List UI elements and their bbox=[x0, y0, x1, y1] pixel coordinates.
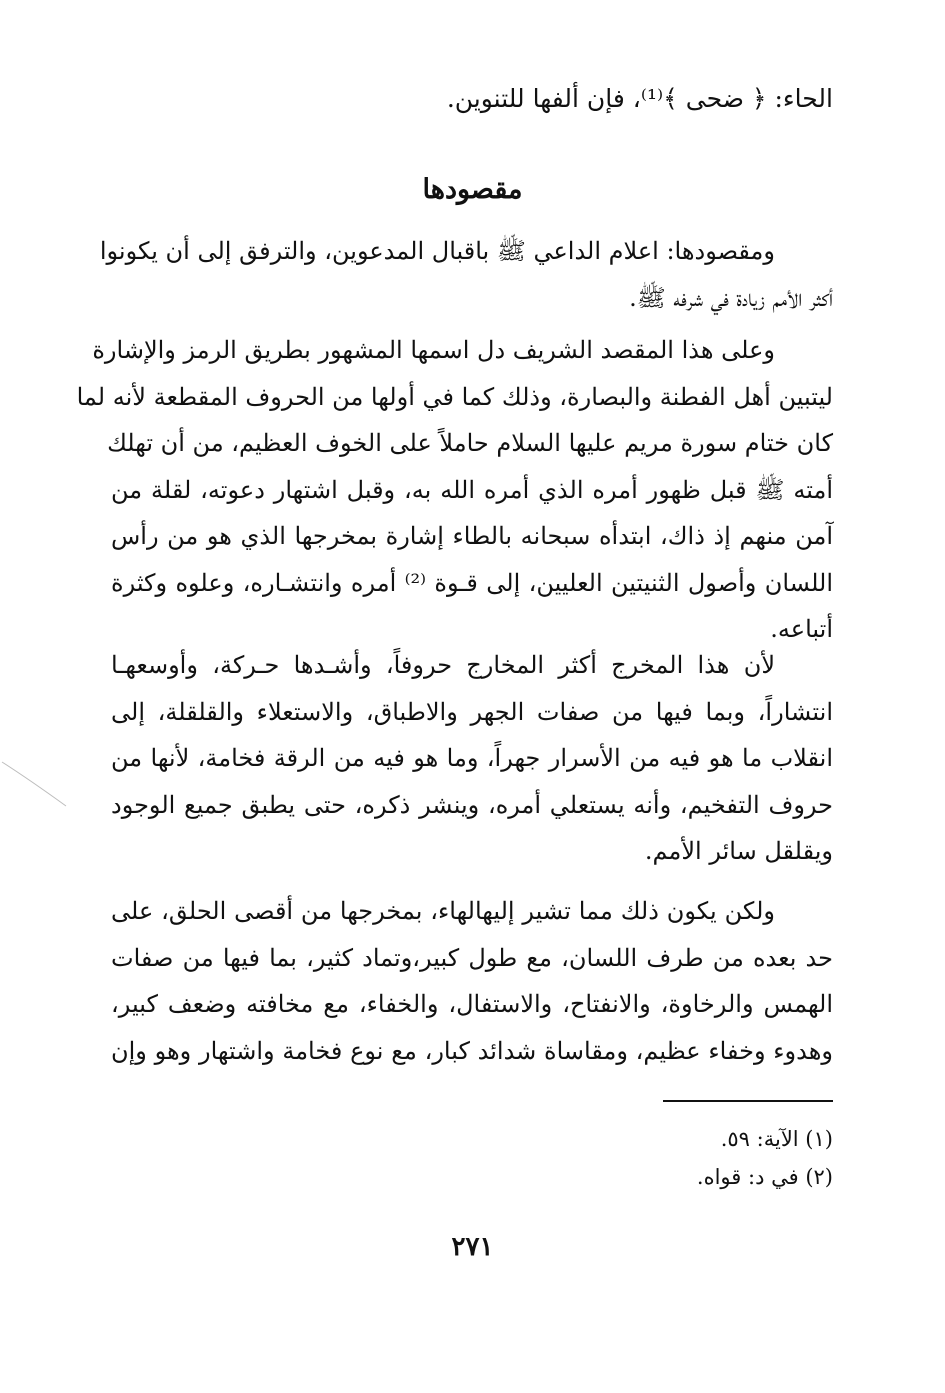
paragraph-2 bbox=[76, 327, 833, 653]
paragraph-line: وهدوء وخفاء عظيم، ومقاساة شدائد كبار، مع نوع فخامة واشتهار وهو وإن bbox=[111, 1036, 833, 1065]
page-number: ٢٧١ bbox=[451, 1232, 494, 1262]
paragraph-line: حروف التفخيم، وأنه يستعلي أمره، وينشر ذكره، حتى يطبق جميع الوجود bbox=[111, 790, 833, 819]
paragraph-line: ويقلقل سائر الأمم. bbox=[644, 837, 833, 865]
paragraph-line: أكثر الأمم زيادة في شرفه ﷺ. bbox=[629, 283, 833, 312]
paragraph-line: اللسان وأصول الثنيتين العليين، إلى قـوة ⁽²⁾ أمره وانتشـاره، وعلوه وكثرة bbox=[111, 568, 833, 597]
section-heading: مقصودها bbox=[422, 174, 523, 205]
paragraph-line: أتباعه. bbox=[770, 615, 833, 643]
paragraph-line: حد بعده من طرف اللسان، مع طول كبير،وتماد كثير، بما فيها من صفات bbox=[111, 943, 833, 972]
paragraph-line: انتشاراً، وبما فيها من صفات الجهر والاطباق، والاستعلاء والقلقلة، إلى bbox=[111, 697, 833, 726]
footnote-divider bbox=[663, 1100, 833, 1102]
paragraph-line: وعلى هذا المقصد الشريف دل اسمها المشهور بطريق الرمز والإشارة bbox=[92, 336, 775, 364]
paragraph-line: آمن منهم إذ ذاك، ابتدأه سبحانه بالطاء إشارة بمخرجها الذي هو من رأس bbox=[111, 522, 833, 550]
paragraph-4 bbox=[111, 888, 833, 1074]
paragraph-1 bbox=[99, 228, 833, 321]
paragraph-line: ولكن يكون ذلك مما تشير إليهالهاء، بمخرجها من أقصى الحلق، على bbox=[111, 897, 775, 925]
paragraph-line: ومقصودها: اعلام الداعي ﷺ باقبال المدعوين، والترفق إلى أن يكونوا bbox=[99, 237, 775, 265]
footnote-1: (١) الآية: ٥٩. bbox=[720, 1127, 833, 1151]
carryover-line: الحاء: ﴿ ضحى ﴾⁽¹⁾، فإن ألفها للتنوين. bbox=[446, 84, 833, 113]
paragraph-line: الهمس والرخاوة، والانفتاح، والاستفال، والخفاء، مع مخافته وضعف كبير، bbox=[111, 990, 833, 1018]
paragraph-line: انقلاب ما هو فيه من الأسرار جهراً، وما هو فيه من الرقة فخامة، لأنها من bbox=[111, 744, 833, 772]
footnote-2: (٢) في د: قواه. bbox=[696, 1165, 833, 1189]
paragraph-line: كان ختام سورة مريم عليها السلام حاملاً على الخوف العظيم، من أن تهلك bbox=[107, 429, 833, 457]
scan-mark bbox=[0, 760, 70, 810]
paragraph-line: أمته ﷺ قبل ظهور أمره الذي أمره الله به، وقبل اشتهار دعوته، لقلة من bbox=[111, 475, 833, 504]
paragraph-3 bbox=[111, 642, 833, 875]
paragraph-line: لأن هذا المخرج أكثر المخارج حروفاً، وأشـدها حـركة، وأوسعهـا bbox=[111, 651, 775, 679]
paragraph-line: ليتبين أهل الفطنة والبصارة، وذلك كما في أولها من الحروف المقطعة لأنه لما bbox=[76, 382, 833, 411]
